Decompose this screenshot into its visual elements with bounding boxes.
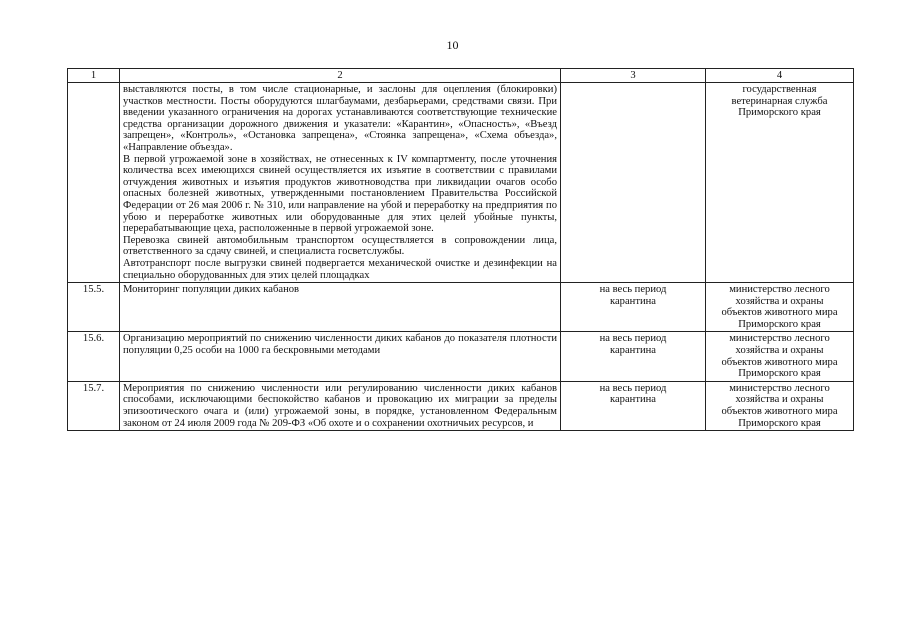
measure-description <box>120 83 561 283</box>
responsible-line: государственная <box>742 84 817 95</box>
measure-paragraph: Перевозка свиней автомобильным транспортом осуществляется в сопровождении лица, ответственного за сдачу свиней, и специалиста госветслужбы. <box>123 234 557 258</box>
responsible-line: Приморского края <box>738 368 821 380</box>
measure-paragraph: Организацию мероприятий по снижению численности диких кабанов до показателя плотности популяции 0,25 особи на 1000 га бескровными методами <box>123 333 557 357</box>
responsible-line: хозяйства и охраны <box>735 394 824 406</box>
period-cell <box>561 332 706 381</box>
responsible-line: Приморского края <box>738 417 821 429</box>
responsible-line: ветеринарная служба <box>731 95 828 107</box>
measure-description <box>120 381 561 430</box>
measure-paragraph: Мероприятия по снижению численности или регулированию численности диких кабанов способами, исключающими беспокойство кабанов и провокацию их миграции за пределы эпизоотического очага и (или) угрожаемой зоны, в порядке, установленном Федеральным законом от 24 июля 2009 года № 209-ФЗ «Об охоте и о сохранении охотничьих ресурсов, и <box>123 382 557 429</box>
responsible-cell <box>706 83 854 283</box>
measures-table <box>67 68 854 431</box>
period-line: на весь период <box>599 333 667 345</box>
period-line: карантина <box>609 345 657 357</box>
responsible-line: объектов животного мира <box>721 356 838 368</box>
measure-paragraph: выставляются посты, в том числе стационарные, и заслоны для оцепления (блокировки) участков местности. Посты оборудуются шлагбаумами, дезбарьерами, средствами связи. При введении указанного ограничения на дорогах устанавливаются соответствующие технические средства организации дорожного движения и указатели: «Карантин», «Опасность», «Въезд запрещен», «Контроль», «Остановка запрещена», «Стоянка запрещена», «Схема объезда», «Направление объезда». <box>123 84 557 153</box>
responsible-line: министерство лесного <box>729 333 830 345</box>
period-cell <box>561 381 706 430</box>
period-line: карантина <box>609 295 657 307</box>
responsible-line: Приморского края <box>738 107 821 119</box>
responsible-cell <box>706 332 854 381</box>
period-line: на весь период <box>599 284 667 296</box>
responsible-line: объектов животного мира <box>721 406 838 418</box>
table-header-row <box>68 69 854 83</box>
responsible-line: Приморского края <box>738 318 821 330</box>
row-number: 15.7. <box>68 381 120 430</box>
responsible-cell <box>706 381 854 430</box>
responsible-line: хозяйства и охраны <box>735 295 824 307</box>
measure-paragraph: Автотранспорт после выгрузки свиней подвергается механической очистке и дезинфекции на специально оборудованных для этих целей площадках <box>123 257 557 281</box>
responsible-line: хозяйства и охраны <box>735 345 824 357</box>
column-header: 3 <box>561 69 706 83</box>
measure-description <box>120 332 561 381</box>
responsible-line: объектов животного мира <box>721 307 838 319</box>
column-header: 4 <box>706 69 854 83</box>
period-line: на весь период <box>599 382 667 394</box>
table-row <box>68 283 854 332</box>
column-header: 1 <box>68 69 120 83</box>
period-line: карантина <box>609 394 657 406</box>
measure-paragraph: Мониторинг популяции диких кабанов <box>123 284 300 296</box>
column-header: 2 <box>120 69 561 83</box>
period-cell <box>561 83 706 283</box>
row-number: 15.5. <box>68 283 120 332</box>
row-number <box>68 83 120 283</box>
period-cell <box>561 283 706 332</box>
table-row <box>68 332 854 381</box>
responsible-cell <box>706 283 854 332</box>
responsible-line: министерство лесного <box>729 382 830 394</box>
measure-paragraph: В первой угрожаемой зоне в хозяйствах, не отнесенных к IV компартменту, после уточнения количества всех имеющихся свиней осуществляется их изъятие в соответствии с правилами отчуждения животных и изъятия продуктов животноводства при ликвидации очагов особо опасных болезней животных, утвержденными постановлением Правительства Российской Федерации от 26 мая 2006 г. № 310, или направление на убой и переработку на предприятия по убою и переработке животных или оборудованные для этих целей убойные пункты, перерабатывающие цеха, расположенные в первой угрожаемой зоне. <box>123 153 557 235</box>
responsible-line: министерство лесного <box>729 284 830 296</box>
table-row <box>68 83 854 283</box>
measure-description <box>120 283 561 332</box>
row-number: 15.6. <box>68 332 120 381</box>
table-row <box>68 381 854 430</box>
page-number: 10 <box>446 38 459 52</box>
